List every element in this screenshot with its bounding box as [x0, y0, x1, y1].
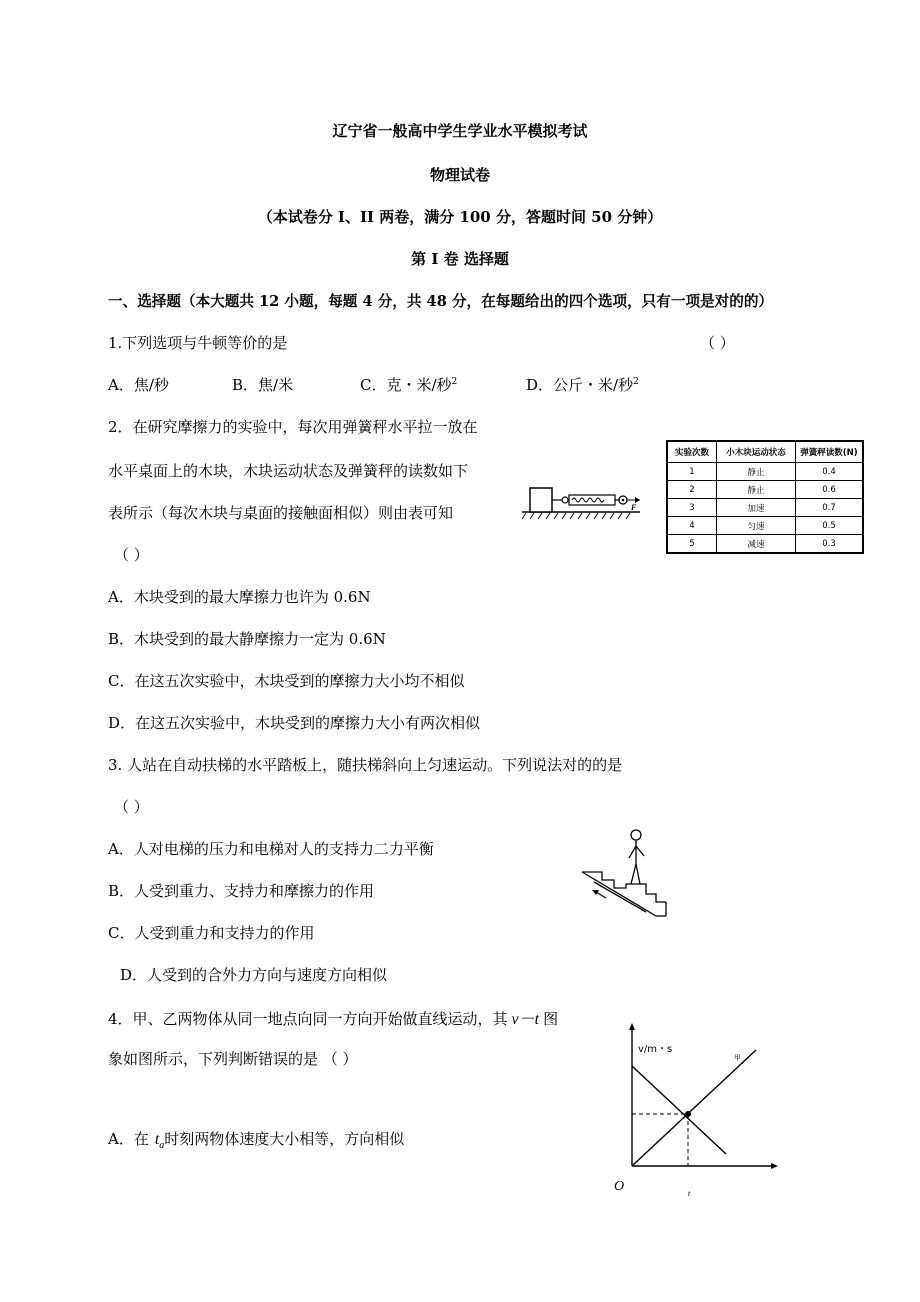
escalator-figure — [576, 826, 668, 918]
table-row — [667, 463, 863, 481]
q1-answer-bracket: （ ） — [700, 334, 735, 352]
q2-answer-bracket: （ ） — [114, 546, 149, 564]
q2-stem-line-1: 2．在研究摩擦力的实验中，每次用弹簧秤水平拉一放在 — [108, 418, 478, 436]
table-cell: 静止 — [717, 481, 796, 499]
table-header-row — [667, 441, 863, 463]
q4-vt-symbol: v－t — [511, 1011, 540, 1028]
table-cell: 减速 — [717, 535, 796, 554]
q1-option-d-exponent: 2 — [633, 377, 639, 387]
table-cell: 静止 — [717, 463, 796, 481]
wood-block — [530, 488, 552, 512]
q2-stem-line-3: 表所示（每次木块与桌面的接触面相似）则由表可知 — [108, 504, 454, 522]
q3-answer-bracket: （ ） — [114, 798, 149, 816]
v-axis-label: v/m・s — [638, 1044, 673, 1055]
q1-option-c-exponent: 2 — [451, 377, 458, 387]
spring-scale-figure — [522, 478, 646, 520]
q4-stem-line-2: 象如图所示，下列判断错误的是 （ ） — [108, 1050, 358, 1068]
table-cell: 5 — [667, 535, 717, 554]
table-row — [667, 499, 863, 517]
q1-option-c: C．克・米/秒$^2$ — [360, 376, 458, 394]
q3-option-d: D．人受到的合外力方向与速度方向相似 — [120, 966, 388, 984]
table-cell: 加速 — [717, 499, 796, 517]
part-title: 第 I 卷 选择题 — [411, 250, 509, 268]
series-yi-line — [632, 1066, 726, 1154]
series-jia-label: 甲 — [734, 1054, 741, 1062]
origin-label: O — [614, 1179, 625, 1194]
table-header-cell: 小木块运动状态 — [717, 441, 796, 463]
table-row — [667, 535, 863, 554]
section-heading: 一、选择题（本大题共 12 小题，每题 4 分，共 48 分，在每题给出的四个选项，只有一项是对的的） — [108, 293, 774, 310]
q3-option-a: A．人对电梯的压力和电梯对人的支持力二力平衡 — [108, 840, 434, 858]
q3-option-c: C．人受到重力和支持力的作用 — [108, 924, 315, 942]
q3-option-b: B．人受到重力、支持力和摩擦力的作用 — [108, 882, 375, 900]
q1-option-b: B．焦/米 — [232, 376, 294, 394]
velocity-time-graph — [606, 1020, 786, 1202]
q2-option-d: D．在这五次实验中，木块受到的摩擦力大小有两次相似 — [108, 714, 481, 732]
table-cell: 0.6 — [796, 481, 864, 499]
table-cell: 0.3 — [796, 535, 864, 554]
q2-option-a: A．木块受到的最大摩擦力也许为 0.6N — [108, 588, 371, 606]
q1-option-d: D．公斤・米/秒$^2$ — [526, 376, 639, 394]
subject-title: 物理试卷 — [429, 166, 490, 184]
table-header-cell: 弹簧秤读数(N) — [796, 441, 864, 463]
table-cell: 3 — [667, 499, 717, 517]
table-cell: 1 — [667, 463, 717, 481]
q3-stem: 3. 人站在自动扶梯的水平踏板上，随扶梯斜向上匀速运动。下列说法对的的是 — [108, 756, 623, 774]
table-cell: 0.5 — [796, 517, 864, 535]
table-cell: 0.4 — [796, 463, 864, 481]
table-row — [667, 481, 863, 499]
t-axis-arrow-icon — [771, 1163, 778, 1169]
t-marker-label: t — [688, 1189, 691, 1198]
q4-stem-line-1: 4．甲、乙两物体从同一地点向同一方向开始做直线运动，其 v－t 图 — [108, 1010, 559, 1028]
q2-option-c: C．在这五次实验中，木块受到的摩擦力大小均不相似 — [108, 672, 465, 690]
table-cell: 0.7 — [796, 499, 864, 517]
table-cell: 4 — [667, 517, 717, 535]
q2-option-b: B．木块受到的最大静摩擦力一定为 0.6N — [108, 630, 386, 648]
table-row — [667, 517, 863, 535]
person-head — [631, 830, 641, 840]
experiment-table — [666, 440, 864, 554]
q1-stem: 1.下列选项与牛顿等价的是 — [108, 334, 288, 352]
q2-stem-line-2: 水平桌面上的木块，木块运动状态及弹簧秤的读数如下 — [108, 462, 469, 480]
exam-title: 辽宁省一般高中学生学业水平模拟考试 — [332, 122, 588, 140]
table-cell: 匀速 — [717, 517, 796, 535]
table-header-cell: 实验次数 — [667, 441, 717, 463]
q1-option-a: A．焦/秒 — [108, 376, 169, 394]
q4-option-a: A．在 $t_a$时刻两物体速度大小相等，方向相似 — [108, 1130, 405, 1151]
table-cell: 2 — [667, 481, 717, 499]
force-label: F — [631, 503, 637, 512]
exam-note: （本试卷分 I、II 两卷，满分 100 分，答题时间 50 分钟） — [257, 208, 663, 226]
series-jia-line — [632, 1050, 756, 1166]
v-axis-arrow-icon — [629, 1023, 635, 1030]
